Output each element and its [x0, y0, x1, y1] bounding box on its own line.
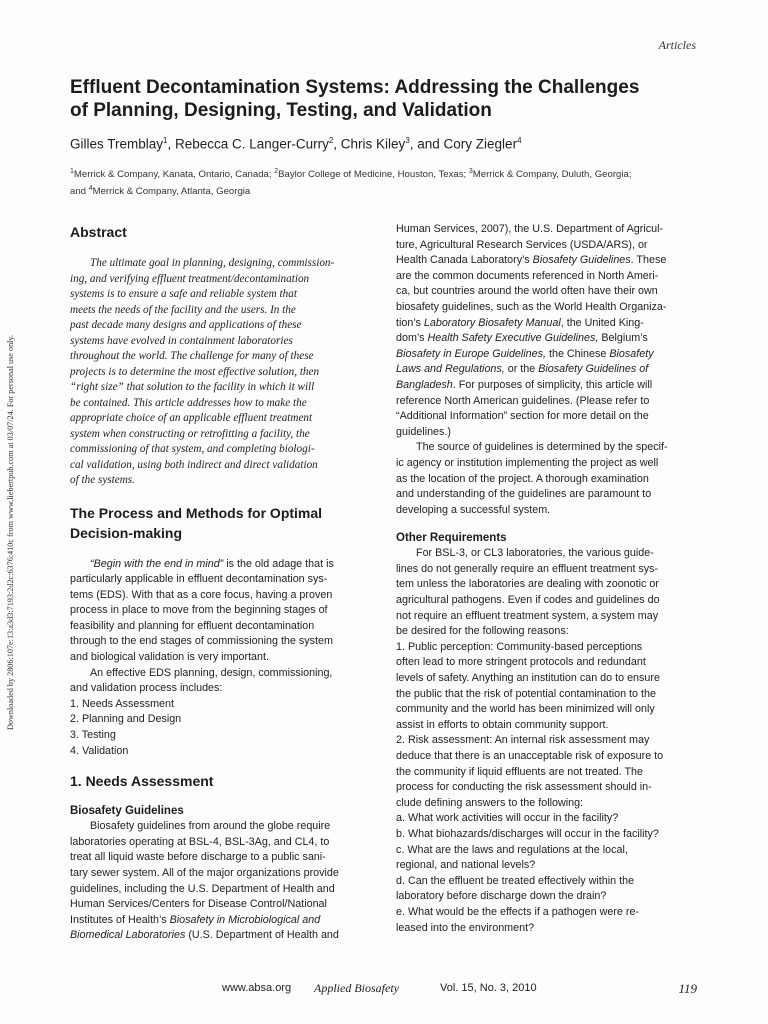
italic-text: Biosafety in Microbiological and	[169, 913, 321, 926]
right-column	[396, 222, 698, 936]
text-line	[396, 811, 698, 827]
text-segment: the public that the risk of potential contamination to the	[396, 687, 656, 700]
subsection-heading: Biosafety Guidelines	[70, 805, 184, 818]
author-name: Chris Kiley	[340, 136, 406, 152]
text-segment: are the common documents referenced in North Ameri-	[396, 269, 659, 282]
text-segment: often lead to more stringent protocols and redundant	[396, 656, 646, 669]
author-affiliation-marker: 3	[405, 136, 410, 145]
abstract-line: systems have evolved in containment laboratories	[70, 334, 293, 347]
text-line	[70, 712, 372, 728]
text-segment: Human Services/Centers for Disease Control/National	[70, 898, 327, 911]
affiliation-text: Merrick & Company, Duluth, Georgia;	[472, 169, 632, 181]
spacer	[70, 489, 372, 503]
affiliation-text: Baylor College of Medicine, Houston, Texas;	[278, 169, 469, 181]
text-line	[396, 425, 698, 441]
text-line	[396, 347, 698, 363]
text-line	[70, 697, 372, 713]
italic-text: Bangladesh	[396, 378, 453, 391]
italic-text: Biomedical Laboratories	[70, 929, 186, 942]
text-line	[396, 874, 698, 890]
italic-text: Biosafety Guidelines of	[538, 363, 649, 376]
text-line	[396, 780, 698, 796]
text-line	[70, 588, 372, 604]
author-separator: , and	[409, 136, 444, 152]
text-line	[396, 827, 698, 843]
text-segment: The source of guidelines is determined by the specif-	[416, 441, 668, 454]
text-segment: regional, and national levels?	[396, 859, 536, 872]
text-segment: , the United King-	[560, 316, 644, 329]
text-line	[396, 316, 698, 332]
spacer	[70, 543, 372, 557]
text-line	[396, 702, 698, 718]
left-column	[70, 222, 372, 944]
text-line	[70, 897, 372, 913]
italic-text: Laws and Regulations,	[396, 363, 505, 376]
text-line	[396, 362, 698, 378]
text-segment: guidelines.)	[396, 425, 451, 438]
text-line	[70, 557, 372, 573]
text-segment: reference North American guidelines. (Please refer to	[396, 394, 650, 407]
text-segment: laboratories operating at BSL-4, BSL-3Ag, and CL4, to	[70, 835, 330, 848]
text-segment: deduce that there is an unacceptable risk of exposure to	[396, 750, 664, 762]
text-line	[396, 858, 698, 874]
text-line	[70, 744, 372, 760]
text-line	[70, 650, 372, 666]
text-line	[396, 238, 698, 254]
author-list	[70, 136, 522, 152]
affiliation-line-2	[70, 182, 700, 199]
text-segment: levels of safety. Anything an institution can do to ensure	[396, 672, 660, 685]
author-name: Rebecca C. Langer-Curry	[175, 136, 329, 152]
text-segment: the Chinese	[546, 347, 610, 360]
text-line	[396, 331, 698, 347]
section-heading: 1. Needs Assessment	[70, 773, 214, 790]
abstract-line: throughout the world. The challenge for many of these	[70, 350, 314, 362]
text-line	[396, 749, 698, 765]
article-title	[70, 76, 690, 122]
author-separator: ,	[167, 136, 175, 152]
text-segment: tem unless the laboratories are dealing with zoonotic or	[396, 578, 659, 591]
text-segment: For BSL-3, or CL3 laboratories, the various guide-	[416, 547, 654, 560]
text-segment: tary sewer system. All of the major organizations provide	[70, 867, 339, 879]
text-segment: the community if liquid effluents are not treated. The	[396, 765, 643, 778]
abstract-line: cal validation, using both indirect and direct validation	[70, 458, 318, 471]
section-label: Articles	[658, 38, 696, 52]
italic-text: Biosafety	[609, 347, 654, 360]
title-line-1: Effluent Decontamination Systems: Addressing the Challenges	[70, 77, 640, 98]
affiliation-text: and	[70, 186, 89, 198]
italic-text: “Begin with the end in mind”	[90, 557, 224, 570]
text-segment: tion’s	[396, 316, 424, 329]
text-segment: . For purposes of simplicity, this article will	[452, 378, 653, 391]
author-name: Cory Ziegler	[443, 136, 518, 152]
abstract-line: The ultimate goal in planning, designing, commission-	[90, 257, 335, 269]
abstract-line: past decade many designs and applications of these	[70, 319, 302, 331]
text-line	[70, 928, 372, 944]
text-line	[396, 300, 698, 316]
text-line	[70, 866, 372, 882]
text-line	[396, 378, 698, 394]
text-line	[70, 603, 372, 619]
text-line	[396, 253, 698, 269]
text-segment: is the old adage that is	[223, 557, 334, 570]
author-affiliation-marker: 1	[163, 136, 168, 145]
affiliation-marker: 2	[274, 168, 279, 175]
section-heading: Decision-making	[70, 524, 183, 541]
text-segment: guidelines, including the U.S. Department of Health and	[70, 882, 335, 895]
text-segment: and validation process includes:	[70, 682, 223, 695]
text-segment: through to the end stages of commissioning the system	[70, 635, 333, 648]
text-segment: 4. Validation	[70, 744, 129, 757]
text-segment: Biosafety guidelines from around the globe require	[90, 820, 331, 833]
text-line	[70, 819, 372, 835]
abstract-line: meets the needs of the facility and the users. In the	[70, 303, 296, 316]
text-line	[396, 765, 698, 781]
title-line-2: of Planning, Designing, Testing, and Validation	[70, 100, 492, 121]
text-segment: dom’s	[396, 332, 428, 345]
text-line	[396, 456, 698, 472]
text-segment: Human Services, 2007), the U.S. Department of Agricul-	[396, 223, 664, 235]
spacer	[70, 242, 372, 256]
text-line	[396, 577, 698, 593]
text-line	[70, 850, 372, 866]
text-line	[70, 882, 372, 898]
text-segment: d. Can the effluent be treated effectively within the	[396, 874, 635, 887]
text-line	[396, 562, 698, 578]
italic-text: Health Safety Executive Guidelines,	[427, 332, 599, 345]
text-segment: . These	[630, 254, 667, 267]
section-heading: The Process and Methods for Optimal	[70, 504, 323, 521]
text-line	[396, 409, 698, 425]
text-segment: ca, but countries around the world often have their own	[396, 285, 658, 298]
footer-volume: Vol. 15, No. 3, 2010	[440, 982, 537, 994]
abstract-line: be contained. This article addresses how to make the	[70, 396, 307, 409]
spacer	[70, 759, 372, 771]
text-line	[396, 624, 698, 640]
text-segment: assist in efforts to obtain community support.	[396, 718, 609, 731]
affiliation-text: Merrick & Company, Kanata, Ontario, Canada;	[73, 169, 275, 181]
text-segment: Belgium’s	[598, 332, 648, 345]
text-line	[70, 666, 372, 682]
text-segment: (U.S. Department of Health and	[185, 929, 339, 942]
watermark-text: Downloaded by 2806:107e:13:a3d3:7193:2d2c:6376:410c from www.liebertpub.com at 03/07/24. For personal use only.	[6, 334, 15, 730]
abstract-line: system when constructing or retrofitting a facility, the	[70, 427, 310, 440]
text-line	[396, 718, 698, 734]
abstract-line: of the systems.	[70, 474, 135, 486]
text-line	[396, 889, 698, 905]
text-segment: feasibility and planning for effluent decontamination	[70, 619, 315, 632]
abstract-line: “right size” that solution to the facility in which it will	[70, 381, 315, 393]
italic-text: Biosafety Guidelines	[532, 254, 631, 267]
text-segment: tems (EDS). With that as a core focus, having a proven	[70, 588, 333, 601]
text-segment: An effective EDS planning, design, commissioning,	[90, 666, 333, 679]
text-segment: be desired for the following reasons:	[396, 625, 569, 638]
text-line	[70, 835, 372, 851]
text-segment: process in place to move from the beginning stages of	[70, 604, 328, 617]
text-line	[396, 640, 698, 656]
text-line	[396, 284, 698, 300]
text-segment: 2. Planning and Design	[70, 713, 182, 726]
text-line	[70, 634, 372, 650]
text-segment: particularly applicable in effluent decontamination sys-	[70, 573, 328, 586]
footer-journal: Applied Biosafety	[314, 981, 399, 995]
text-segment: a. What work activities will occur in the facility?	[396, 812, 619, 825]
text-segment: lines do not generally require an effluent treatment sys-	[396, 562, 659, 575]
text-line	[396, 472, 698, 488]
affiliation-marker: 4	[88, 185, 93, 193]
text-segment: 2. Risk assessment: An internal risk assessment may	[396, 734, 650, 747]
text-line	[396, 671, 698, 687]
text-segment: e. What would be the effects if a pathogen were re-	[396, 905, 640, 918]
text-line	[396, 487, 698, 503]
text-line	[396, 222, 698, 238]
text-line	[70, 913, 372, 929]
text-line	[396, 269, 698, 285]
text-line	[396, 843, 698, 859]
author-affiliation-marker: 2	[328, 136, 334, 145]
text-line	[396, 796, 698, 812]
text-segment: b. What biohazards/discharges will occur in the facility?	[396, 827, 659, 840]
italic-text: Laboratory Biosafety Manual	[423, 316, 561, 329]
text-segment: Institutes of Health’s	[70, 913, 170, 926]
abstract-line: ing, and verifying effluent treatment/decontamination	[70, 272, 310, 285]
text-segment: and biological validation is very important.	[70, 651, 269, 664]
subsection-heading: Other Requirements	[396, 532, 507, 545]
text-line	[70, 619, 372, 635]
text-segment: not require an effluent treatment system, a system may	[396, 609, 659, 622]
page-number: 119	[678, 981, 697, 996]
spacer	[70, 791, 372, 803]
text-line	[396, 655, 698, 671]
text-segment: biosafety guidelines, such as the World Health Organiza-	[396, 300, 667, 313]
text-segment: ic agency or institution implementing the project as well	[396, 456, 659, 469]
text-line	[70, 728, 372, 744]
affiliation-line-1	[70, 165, 700, 182]
text-line	[70, 572, 372, 588]
spacer	[396, 518, 698, 530]
text-segment: as the location of the project. A thorough examination	[396, 472, 649, 485]
footer-url: www.absa.org	[222, 982, 292, 994]
text-line	[70, 681, 372, 697]
text-segment: agricultural pathogens. Even if codes and guidelines do	[396, 594, 660, 607]
text-line	[396, 394, 698, 410]
text-segment: “Additional Information” section for more detail on the	[396, 410, 649, 423]
affiliation-marker: 1	[70, 168, 74, 175]
download-watermark	[6, 300, 20, 730]
text-segment: process for conducting the risk assessment should in-	[396, 781, 652, 794]
text-line	[396, 503, 698, 519]
abstract-line: projects is to determine the most effective solution, then	[70, 365, 320, 378]
text-segment: clude defining answers to the following:	[396, 796, 584, 809]
text-segment: c. What are the laws and regulations at the local,	[396, 843, 628, 856]
text-line	[396, 546, 698, 562]
text-segment: or the	[504, 363, 539, 376]
text-line	[396, 440, 698, 456]
text-line	[396, 905, 698, 921]
text-line	[396, 609, 698, 625]
text-line	[396, 687, 698, 703]
text-segment: Health Canada Laboratory’s	[396, 254, 533, 267]
text-segment: laboratory before discharge down the drain?	[396, 890, 607, 903]
author-affiliation-marker: 4	[517, 136, 522, 145]
author-separator: ,	[333, 136, 341, 152]
author-name: Gilles Tremblay	[70, 136, 164, 152]
text-segment: community and the world has been minimized will only	[396, 703, 655, 716]
abstract-line: appropriate choice of an applicable effluent treatment	[70, 412, 313, 424]
text-segment: 3. Testing	[70, 729, 116, 742]
text-segment: 1. Public perception: Community-based perceptions	[396, 640, 643, 653]
text-line	[396, 921, 698, 937]
text-segment: developing a successful system.	[396, 503, 551, 516]
affiliation-text: Merrick & Company, Atlanta, Georgia	[92, 186, 251, 198]
text-line	[396, 593, 698, 609]
abstract-line: commissioning of that system, and completing biologi-	[70, 443, 315, 455]
page-footer	[0, 981, 768, 997]
text-segment: leased into the environment?	[396, 921, 535, 934]
text-segment: 1. Needs Assessment	[70, 697, 174, 710]
italic-text: Biosafety in Europe Guidelines,	[396, 347, 546, 360]
text-segment: ture, Agricultural Research Services (USDA/ARS), or	[396, 238, 648, 251]
text-segment: treat all liquid waste before discharge to a public sani-	[70, 851, 326, 864]
section-heading: Abstract	[70, 224, 127, 240]
affiliation-marker: 3	[468, 168, 473, 175]
text-segment: and understanding of the guidelines are paramount to	[396, 488, 652, 501]
affiliations	[70, 165, 700, 199]
abstract-line: systems is to ensure a safe and reliable system that	[70, 288, 297, 300]
text-line	[396, 733, 698, 749]
